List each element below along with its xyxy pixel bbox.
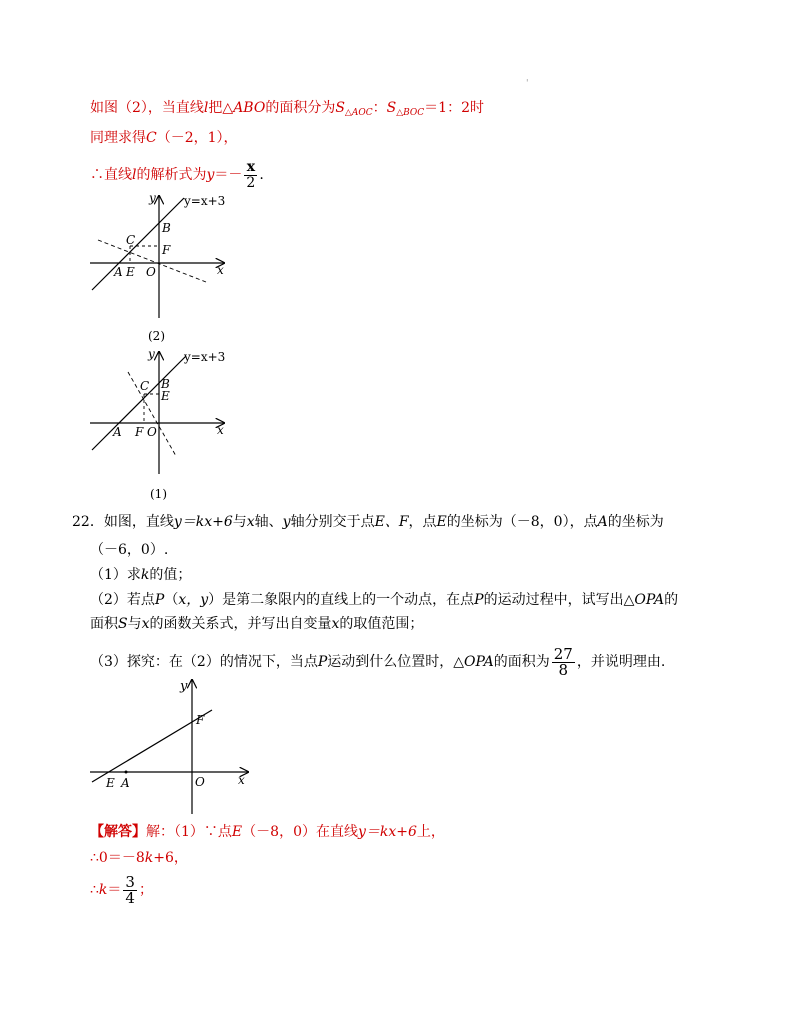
text: 的值；: [149, 567, 192, 583]
text: （1）求: [90, 567, 141, 583]
answer-line-1: [90, 822, 445, 842]
text: 面积: [90, 616, 118, 632]
point-e: E: [436, 514, 447, 530]
text: （2）若点: [90, 592, 155, 608]
text: 的取值范围；: [339, 616, 424, 632]
label-x: x: [217, 263, 224, 277]
label-a: A: [121, 776, 130, 790]
text: +6，: [153, 850, 188, 866]
text: 轴、: [254, 514, 283, 530]
text: （－8，0）在直线: [242, 824, 358, 840]
points-ef: E、F: [374, 514, 409, 530]
text: ：: [372, 100, 387, 116]
text: 运动到什么位置时，△: [327, 654, 465, 670]
label-o: O: [147, 425, 157, 439]
text: 上，: [416, 824, 445, 840]
coords-xy: x，y: [178, 592, 209, 608]
caption-1: (1): [150, 487, 167, 501]
subscript: △BOC: [396, 108, 425, 118]
var-x: x: [331, 616, 340, 632]
text: 的坐标为（－8，0），点: [446, 514, 598, 530]
text: 的运动过程中，试写出△: [483, 592, 635, 608]
text: ＝: [107, 882, 122, 898]
fraction: [244, 160, 257, 191]
var-s: S: [335, 100, 345, 116]
subscript: △AOC: [344, 108, 373, 118]
text: 的面积分为: [265, 100, 336, 116]
question-1: [90, 565, 191, 585]
text: 22．如图，直线: [72, 514, 174, 530]
figure-1: [84, 344, 244, 504]
answer-line-2: [90, 848, 188, 868]
fraction-27-8: [552, 644, 575, 679]
text: 解：（1）∵点: [146, 824, 232, 840]
numerator: 3: [125, 872, 135, 891]
var-s: S: [118, 616, 128, 632]
text: （: [164, 592, 179, 608]
text: ∴0＝－8: [90, 850, 145, 866]
text: ＝1：2时: [424, 100, 484, 116]
point-a-marker: [125, 771, 128, 774]
question-2-line-1: [90, 590, 678, 610]
label-y: y: [149, 191, 156, 205]
text: 的函数关系式，并写出自变量: [149, 616, 332, 632]
caption-2: (2): [148, 329, 165, 343]
solution-line-2: [90, 128, 238, 148]
point-p: P: [317, 654, 328, 670]
fraction-3-4: [123, 872, 137, 907]
var-l: l: [132, 167, 137, 183]
label-y: y: [148, 347, 155, 361]
problem-22-line-2: （－6，0）.: [90, 542, 169, 558]
solution-line-3: [90, 158, 264, 192]
text: 的: [664, 592, 679, 608]
triangle-opa: OPA: [634, 592, 665, 608]
point-p: P: [474, 592, 484, 608]
var-s: S: [386, 100, 397, 116]
text: ∴直线: [90, 167, 132, 183]
text: 的坐标为: [607, 514, 664, 530]
var-c: C: [146, 130, 157, 146]
text: 同理求得: [90, 130, 146, 146]
triangle-opa: OPA: [464, 654, 494, 670]
var-x: x: [246, 514, 255, 530]
question-2-line-2: [90, 614, 423, 634]
text: （3）探究：在（2）的情况下，当点: [90, 654, 318, 670]
text: ＝－: [214, 167, 243, 183]
equation: y＝kx+6: [173, 514, 233, 530]
page-mark: ': [526, 79, 529, 89]
equation: y＝kx+6: [357, 824, 417, 840]
problem-22-line-1: [72, 512, 664, 532]
label-b: B: [161, 377, 170, 391]
denominator: 8: [558, 660, 569, 679]
point-e: E: [231, 824, 243, 840]
label-x: x: [238, 773, 245, 787]
label-e: E: [106, 776, 115, 790]
text: .: [259, 167, 264, 183]
text: 与: [232, 514, 247, 530]
label-f: F: [162, 243, 171, 257]
question-3: [90, 645, 665, 679]
text: （－2，1），: [156, 130, 238, 146]
point-a: A: [597, 514, 608, 530]
answer-line-3: [90, 873, 153, 907]
label-f: F: [196, 713, 205, 727]
point-p: P: [154, 592, 165, 608]
text: 的面积为: [493, 654, 550, 670]
var-l: l: [203, 100, 209, 116]
label-c: C: [126, 233, 136, 247]
label-e: E: [126, 265, 135, 279]
var-abo: ABO: [233, 100, 266, 116]
figure-2: [84, 188, 244, 348]
text: 把△: [208, 100, 234, 116]
text: 轴分别交于点: [290, 514, 375, 530]
text: ；: [138, 882, 153, 898]
label-o: O: [146, 265, 156, 279]
var-y: y: [282, 514, 291, 530]
text: ∴: [90, 882, 99, 898]
figure-22: [86, 676, 256, 818]
text: 的解析式为: [136, 167, 207, 183]
line-y-kx-plus-6: [92, 710, 212, 782]
var-y: y: [206, 167, 215, 183]
label-equation: y=x+3: [184, 194, 226, 208]
label-b: B: [162, 221, 171, 235]
text: 与: [127, 616, 142, 632]
label-a: A: [114, 265, 123, 279]
label-x: x: [217, 423, 224, 437]
answer-tag: 【解答】: [90, 824, 146, 840]
label-e: E: [161, 389, 170, 403]
text: ，点: [408, 514, 437, 530]
var-x: x: [141, 616, 150, 632]
label-f: F: [135, 425, 144, 439]
label-c: C: [140, 379, 150, 393]
numerator: 27: [553, 644, 573, 663]
var-k: k: [140, 567, 150, 583]
text: 如图（2），当直线: [90, 100, 204, 116]
label-a: A: [113, 425, 122, 439]
numerator: x: [244, 160, 257, 176]
solution-line-1: [90, 98, 484, 123]
text: ，并说明理由.: [576, 654, 666, 670]
label-equation: y=x+3: [184, 350, 226, 364]
label-o: O: [195, 775, 205, 789]
var-k: k: [144, 850, 154, 866]
var-k: k: [98, 882, 108, 898]
text: ）是第二象限内的直线上的一个动点，在点: [208, 592, 475, 608]
denominator: 4: [125, 888, 135, 907]
label-y: y: [180, 679, 188, 694]
denominator: 2: [246, 174, 256, 191]
